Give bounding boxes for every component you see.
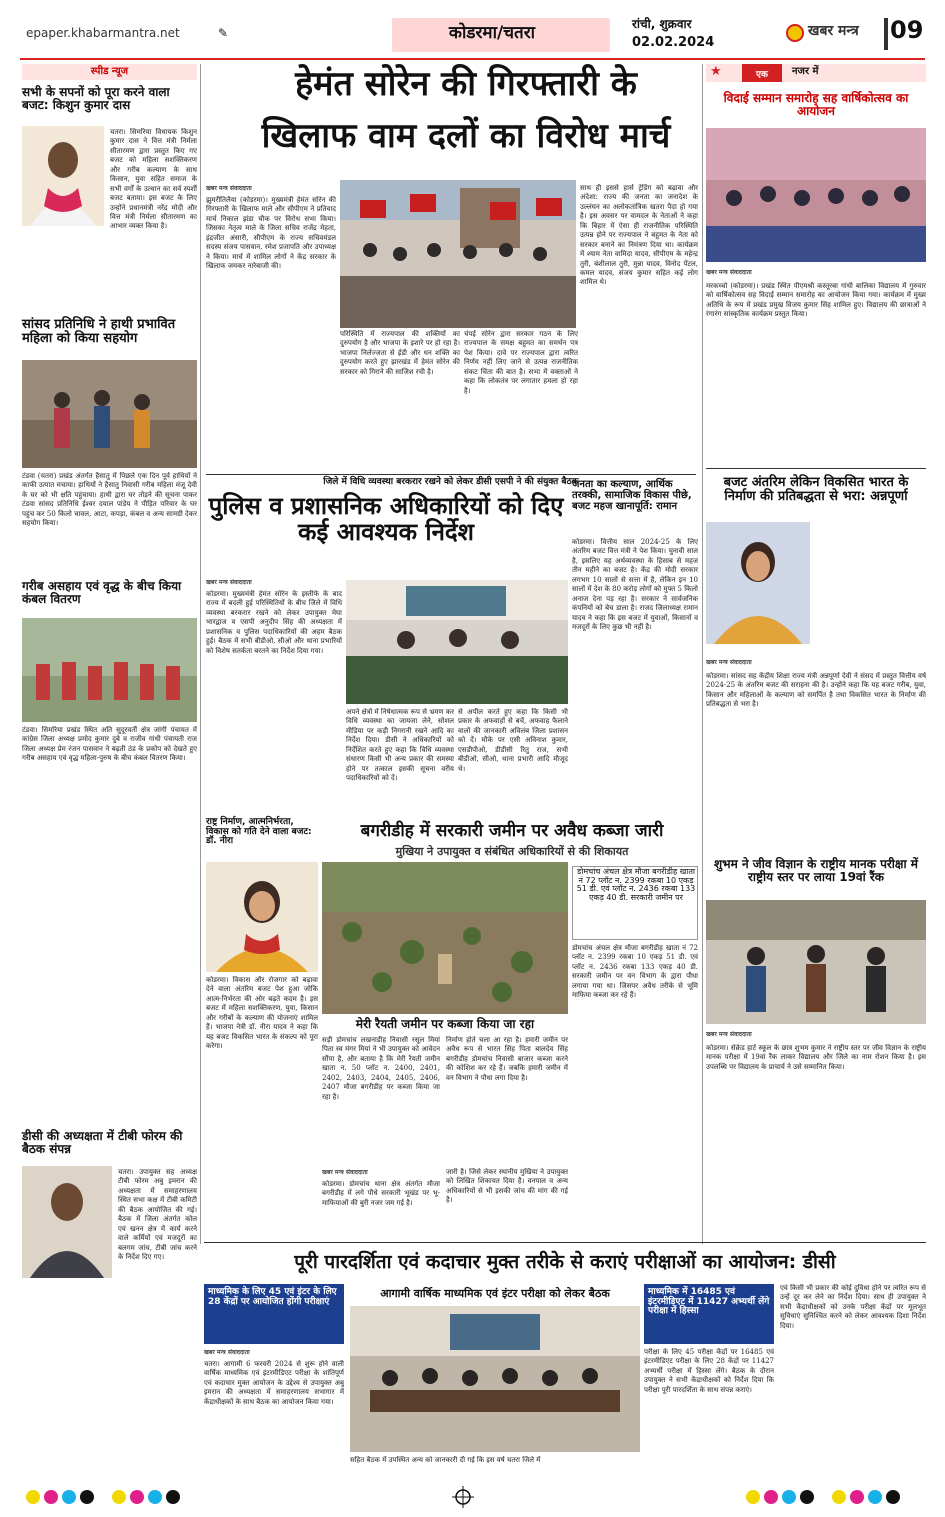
dr-neera-photo: [206, 862, 318, 972]
shubham-body: कोडरमा। सेक्रेड हार्ट स्कूल के छात्र शुभम कुमार ने राष्ट्रीय स्तर पर जीव विज्ञान के राष्ट्रीय मानक परीक्षा में 19वां रैंक लाकर विद्यालय और जिले का नाम रोशन किया है। इस उपलब्धि पर विद्यालय के प्राचार्य ने उसे सम्मानित किया।: [706, 1044, 926, 1071]
land-plantation-photo: [322, 862, 568, 1014]
mp-help-headline: सांसद प्रतिनिधि ने हाथी प्रभावित महिला को किया सहयोग: [22, 317, 176, 347]
color-registration-right: [744, 1488, 924, 1506]
land-info-box-text: डोमचांच अंचल क्षेत्र मौजा बगरीडीह खाता नं 72 प्लॉट न. 2399 रकबा 10 एकड़ 51 डी. एवं प्लॉट न. 2436 रकबा 133 एकड़ 40 डी. सरकारी जमीन पर: [576, 867, 696, 902]
lead-headline-2: खिलाफ वाम दलों का विरोध मार्च: [261, 116, 671, 156]
land-body-2: सड़ी डोमचांच लखनाडीह निवासी रसूल मियां पिता स्व मंगर मियां ने भी उपायुक्त को आवेदन सौंपा है, और बताया है कि मेरी रैयती जमीन खाता न. 50 प्लॉट न. 2400, 2401, 2402, 2403, 2404, 2405, 2406, 2407 मौजा बगरीडीह पर कब्जा किया जा रहा है।: [322, 1036, 440, 1101]
section-title: कोडरमा/चतरा: [448, 23, 536, 43]
exam-box-1-text: माध्यमिक के लिए 45 एवं इंटर के लिए 28 केंद्रों पर आयोजित होंगी परीक्षाएं: [208, 1287, 337, 1307]
masthead: [0, 0, 945, 58]
neera-headline: राष्ट्र निर्माण, आत्मनिर्भरता, विकास को गति देने वाला बजट: डॉ. नीरा: [206, 817, 312, 847]
mp-help-body: टंडवा (चतरा) प्रखंड अंतर्गत हैसातु में पिछले एक दिन पूर्व हाथियों ने काफी उत्पात मचाया। हाथियों ने हैसातु निवासी गरीब महिला मंजू देवी के घर को भी क्षति पहुंचाया। हाथी द्वारा घर तोड़ने की सूचना पाकर टंडवा सांसद प्रतिनिधि ईश्वर दयाल पांडेय ने पीड़ित परिवार के घर पहुंच कर 50 किलो चावल, आटा, कपड़ा, कंबल व अन्य सामग्री देकर सहयोग किया।: [22, 472, 197, 528]
brand-name: खबर मन्त्र: [808, 23, 859, 39]
tb-forum-body: चतरा। उपायुक्त सह अध्यक्ष टीबी फोरम अबु इमरान की अध्यक्षता में समाहरणालय स्थित सभा कक्ष में टीबी कमिटी की बैठक आयोजित की गई। बैठक में जिला अंतर्गत कोल एवं खनन क्षेत्र में कार्य करने वाले कर्मियों एवं मजदूरों का बलगम जांच, टीबी जांच करने के निर्देश दिए गए।: [118, 1168, 197, 1261]
site-url[interactable]: epaper.khabarmantra.net: [26, 26, 180, 40]
left-column: [22, 64, 197, 1464]
ek-label: एक: [756, 70, 768, 80]
police-headline: पुलिस व प्रशासनिक अधिकारियों को दिए कई आवश्यक निर्देश: [208, 492, 564, 546]
annapurna-devi-photo: [706, 522, 810, 644]
nazar-label: नजर में: [792, 66, 819, 77]
exam-box-2-text: माध्यमिक में 16485 एवं इंटरमीडिएट में 11427 अभ्यर्थी लेंगे परीक्षा में हिस्सा: [648, 1287, 770, 1317]
annapurna-byline: खबर मन्त्र संवाददाता: [706, 659, 752, 666]
police-meeting-photo: [346, 580, 568, 704]
shubham-headline: शुभम ने जीव विज्ञान के राष्ट्रीय मानक परीक्षा में राष्ट्रीय स्तर पर लाया 19वां रैंक: [714, 857, 918, 884]
annapurna-body: कोडरमा। सांसद सह केंद्रीय शिक्षा राज्य मंत्री अन्नपूर्णा देवी ने संसद में प्रस्तुत वित्तीय वर्ष 2024-25 के अंतरिम बजट की सराहना की है। उन्होंने कहा कि यह बजट गरीब, युवा, किसान और महिलाओं के कल्याण को समर्पित है तथा विकसित भारत के निर्माण की प्रतिबद्धता से भरा है।: [706, 672, 926, 709]
cursor-icon: ✎: [218, 26, 229, 40]
land-headline: बगरीडीह में सरकारी जमीन पर अवैध कब्जा जारी: [360, 821, 664, 841]
raman-budget-headline: जनता का कल्याण, आर्थिक तरक्की, सामाजिक विकास पीछे, बजट महज खानापूर्ति: रामान: [572, 479, 692, 512]
dc-abu-imran-photo: [22, 1166, 112, 1278]
exam-subheadline: आगामी वार्षिक माध्यमिक एवं इंटर परीक्षा को लेकर बैठक: [380, 1287, 610, 1300]
land-body-3: निर्माण होते चला आ रहा है। हमारी जमीन पर अवैध रूप से भारत सिंह पिता बालदेव सिंह बगरीडीह डोमचांच निवासी बाजार कब्जा करने की कोशिश कर रहे हैं। जबकि हमारी जमीन में वन विभाग ने पौधा लगा दिया है।: [446, 1036, 568, 1082]
police-kicker: जिले में विधि व्यवस्था बरकरार रखने को लेकर डीसी एसपी ने की संयुक्त बैठक: [323, 477, 579, 487]
page-number: 09: [890, 16, 924, 44]
annapurna-rule: [706, 468, 926, 469]
star-icon: ★: [710, 64, 722, 79]
masthead-rule: [20, 58, 925, 60]
exam-body-3: एवं किसी भी प्रकार की कोई दुविधा होने पर त्वरित रूप से उन्हें दूर कर लेने का निर्देश दिया। साथ ही उपायुक्त ने सभी केंद्राधीक्षकों को उनके परीक्षा केंद्रों पर मूलभूत सुविधाएं सुनिश्चित करने को लेकर आवश्यक दिशा निर्देश दिया।: [780, 1284, 926, 1330]
blanket-body: टंडवा। सिमरिया प्रखंड स्थित अति सुदूरवर्ती क्षेत्र जांगी पंचायत में कांग्रेस जिला अध्यक्ष प्रमोद कुमार दुबे व राजीव गांधी पंचायती राज जिला अध्यक्ष प्रेम रंजन पासवान ने बढ़ती ठंड के प्रकोप को देखते हुए गरीब असहाय एवं वृद्ध महिला-पुरुष के बीच कंबल वितरण किया।: [22, 726, 197, 763]
protest-march-photo: [340, 180, 576, 328]
land-body-1: डोमचांच अंचल क्षेत्र मौजा बगरीडीह खाता नं 72 प्लॉट न. 2399 रकबा 10 एकड़ 51 डी. एवं प्लॉट न. 2436 रकबा 133 एकड़ 40 डी. सरकारी जमीन पर वन विभाग के द्वारा पौधा लगाया गया था। जिसपर अवैध तरीके से भूमि माफिया कब्जा कर रहे हैं।: [572, 944, 698, 1000]
lead-body-3: साथ ही इससे हार्स ट्रेडिंग को बढ़ावा और अंदेशा: राज्य की जनता का जनादेश के उल्लंघन का अलोकतांत्रिक खतरा पैदा हो गया है। इस अवसर पर वामदल के नेताओं ने कहा कि बिहार में ऐसा ही राजनीतिक परिस्थिति उत्पन्न होने पर राज्यपाल ने बहुमत के नेता को सरकार बनाने का निमंत्रण दिया था। कार्यक्रम में श्याम नेता वामिदा यादव, सीपीएम के महेन्द्र तुरी, बंशीलाल तुरी, मुन्ना यादव, विनोद पेंटल, कमल यादव, संजय कुमार सहित कई लोग शामिल थे।: [580, 184, 698, 287]
police-byline: खबर मन्त्र संवाददाता: [206, 579, 252, 586]
land-byline: खबर मन्त्र संवाददाता: [322, 1169, 368, 1176]
exam-meeting-photo: [350, 1306, 640, 1452]
speed-news-label: स्पीड न्यूज: [22, 64, 197, 80]
police-body-1: कोडरमा। मुख्यमंत्री हेमंत सोरेन के इस्तीफे के बाद राज्य में बदली हुई परिस्थितियों के बीच जिले में विधि व्यवस्था बरकरार रखने को लेकर उपायुक्त मेघा भारद्वाज व एसपी अनुदीप सिंह की अध्यक्षता में प्रशासनिक व पुलिस पदाधिकारियों की अहम बैठक हुई। बैठक में सभी बीडीओ, सीओ और थाना प्रभारियों को विशेष सतर्कता बरतने का निर्देश दिया गया।: [206, 590, 342, 655]
page-number-box: [884, 18, 888, 50]
lead-photo-caption: परिस्थिति में राज्यपाल की शक्तियों का दुरुपयोग है और भाजपा के इशारे पर हो रहा है। भाजपा निर्लज्जता से ईडी और धन शक्ति का दुरुपयोग करते हुए झारखंड में हेमंत सोरेन की सरकार को गिराने की साजिश रची है।: [340, 330, 460, 376]
farewell-headline: विदाई सम्मान समारोह सह वार्षिकोत्सव का आयोजन: [723, 91, 909, 118]
exam-byline: खबर मन्त्र संवाददाता: [204, 1349, 250, 1356]
farewell-event-photo: [706, 128, 926, 262]
annapurna-headline: बजट अंतरिम लेकिन विकसित भारत के निर्माण की प्रतिबद्धता से भरा: अन्नपूर्णा: [723, 475, 909, 505]
lead-body-1: झुमरीतिलैया (कोडरमा)। मुख्यमंत्री हेमंत सोरेन की गिरफ्तारी के खिलाफ माले और सीपीएम ने प्रतिवाद मार्च निकाल झंडा चौक पर विरोध सभा किया। जिसका नेतृत्व माले के जिला सचिव राजेंद्र मेहता, इंद्रजीत अंसारी, सीपीएम के राज्य सचिवमंडल सदस्य संजय पासवान, रमेश प्रजापति और उपाध्यक्ष ने किया। मार्च में शामिल लोगों ने केंद्र सरकार के खिलाफ जमकर नारेबाजी की।: [206, 196, 336, 271]
left-col-rule: [200, 64, 201, 1244]
shubham-byline: खबर मन्त्र संवाददाता: [706, 1031, 752, 1038]
footer-color-marks: [0, 1484, 945, 1514]
kishun-das-photo: [22, 126, 104, 226]
land-body-4: कोडरमा। डोमचांच थाना क्षेत्र अंतर्गत मौजा बगरीडीह में लगे पौधे सरकारी भूखंड पर भू-माफियाओं की बुरी नजर जम गई है।: [322, 1180, 440, 1207]
lead-byline: खबर मन्त्र संवाददाता: [206, 185, 252, 192]
crosshair-icon: [452, 1486, 474, 1508]
budget-das-headline: सभी के सपनों को पूरा करने वाला बजट: किशुन कुमार दास: [22, 85, 170, 112]
lead-body-2: चंपई सोरेन द्वारा सरकार गठन के लिए राज्यपाल के समक्ष बहुमत का समर्थन पत्र पेश किया। दावे पर राज्यपाल द्वारा त्वरित निर्णय नहीं लिए जाने से उत्पन्न राजनीतिक संकट चिंता की बात है। सभा में वक्ताओं ने कहा कि लोकतंत्र पर लगातार हमला हो रहा है।: [464, 330, 578, 395]
brand-logo-icon: [786, 24, 804, 42]
land-body-5: जारी है। जिसे लेकर स्थानीय मुखिया ने उपायुक्त को लिखित शिकायत दिया है। वनपाल व अन्य अधिकारियों से भी इसकी जांच की मांग की गई है।: [446, 1168, 568, 1205]
tb-forum-headline: डीसी की अध्यक्षता में टीबी फोरम की बैठक संपन्न: [22, 1129, 183, 1156]
city-day: रांची, शुक्रवार: [632, 17, 692, 31]
exam-body-1: चतरा। आगामी 6 फरवरी 2024 से शुरू होने वाली वार्षिक माध्यमिक एवं इंटरमीडिएट परीक्षा के शांतिपूर्ण एवं कदाचार मुक्त आयोजन के उद्देश्य से उपायुक्त अबु इमरान की अध्यक्षता में समाहरणालय सभागार में केंद्राधीक्षकों के साथ बैठक का आयोजन किया गया।: [204, 1360, 344, 1406]
budget-das-body: चतरा। सिमरिया विधायक किशुन कुमार दास ने वित्त मंत्री निर्मला सीतारमण द्वारा प्रस्तुत किए गए बजट को महिला सशक्तिकरण और गरीब कल्याण के साथ किसान, युवा सहित समाज के सभी वर्गों के उत्थान का सर्व स्पर्शी बजट बताया। इस बजट के लिए उन्होंने प्रधानमंत्री नरेंद्र मोदी और वित्त मंत्री निर्मला सीतारमण का आभार व्यक्त किया है।: [110, 128, 197, 231]
exam-body-2: परीक्षा के लिए 45 परीक्षा केंद्रों पर 16485 एवं इंटरमीडिएट परीक्षा के लिए 28 केंद्रों पर 11427 अभ्यर्थी परीक्षा में हिस्सा लेंगे। बैठक के दौरान उपायुक्त ने सभी केंद्राधीक्षकों को निर्देश दिया कि परीक्षा पूरी पारदर्शिता के साथ संपन्न कराएं।: [644, 1348, 774, 1394]
farewell-body: मरकच्चो (कोडरमा)। प्रखंड स्थित पीएमश्री कस्तूरबा गांधी बालिका विद्यालय में गुरुवार को वार्षिकोत्सव सह विदाई सम्मान समारोह का आयोजन किया गया। कार्यक्रम में मुख्य अतिथि के रूप में प्रखंड प्रमुख विजय कुमार सिंह शामिल हुए। विद्यालय की छात्राओं ने रंगारंग सांस्कृतिक कार्यक्रम प्रस्तुत किया।: [706, 282, 926, 319]
center-right-rule: [702, 64, 703, 1244]
blanket-help-photo: [22, 360, 197, 468]
land-subheadline: मुखिया ने उपायुक्त व संबंधित अधिकारियों से की शिकायत: [395, 845, 629, 858]
color-registration-left: [24, 1488, 204, 1506]
exam-photo-caption: सहित बैठक में उपस्थित अन्य को जानकारी दी गई कि इस वर्ष चतरा जिले में: [350, 1456, 541, 1464]
neera-body: कोडरमा। विकास और रोजगार को बढ़ावा देने वाला अंतरिम बजट पेश हुआ जोकि आत्म-निर्भरता की ओर बढ़ते कदम है। इस बजट में महिला सशक्तिकरण, युवा, किसान और गरीबों के कल्याण की योजनाएं शामिल हैं। भाजपा नेत्री डॉ. नीरा यादव ने कहा कि यह बजट विकसित भारत के संकल्प को पूरा करेगा।: [206, 976, 318, 1051]
lead-headline-1: हेमंत सोरेन की गिरफ्तारी के: [295, 64, 637, 104]
police-kicker-rule: [206, 474, 696, 475]
exam-top-rule: [204, 1242, 926, 1243]
police-body-3: से अपील करते हुए कहा कि किसी भी प्रकार के अफवाहों से बचें, अफवाह फैलाने वालों की जानकारी अविलंब जिला प्रशासन को दें। मौके पर एसी अविनाश कुमार, एसडीपीओ, डीडीसी रितु राज, सभी बीडीओ, सीओ, थाना प्रभारी आदि मौजूद थे।: [458, 708, 568, 773]
police-body-2: अपने क्षेत्रों में निषेधात्मक रूप से भ्रमण कर विधि व्यवस्था का जायजा लेने, सोशल मीडिया पर कड़ी निगरानी रखने आदि का निर्देश दिया। डीसी ने अधिकारियों को निर्देशित करते हुए कहा कि विधि व्यवस्था संधारण किसी भी अन्य प्रकार की समस्या होने पर तत्काल इसकी सूचना वरीय पदाधिकारियों को दें।: [346, 708, 454, 783]
blanket-headline: गरीब असहाय एवं वृद्ध के बीच किया कंबल वितरण: [22, 579, 182, 606]
shubham-award-photo: [706, 900, 926, 1024]
land-photo-caption: मेरी रैयती जमीन पर कब्जा किया जा रहा: [355, 1017, 535, 1031]
farewell-byline: खबर मन्त्र संवाददाता: [706, 269, 752, 276]
blanket-distribution-photo: [22, 618, 197, 722]
date: 02.02.2024: [632, 35, 715, 50]
raman-budget-body: कोडरमा। वित्तीय साल 2024-25 के लिए अंतरिम बजट वित्त मंत्री ने पेश किया। चुनावी साल है, इसलिए यह अर्थव्यवस्था के हिसाब से महज तीन महीने का बजट है। केंद्र की मोदी सरकार लगभग 10 सालों से सत्ता में है, लेकिन इन 10 सालों में देश के 80 करोड़ लोगों को मुफ्त 5 किलो अनाज देना पड़ रहा है। सरकार ने सार्वजनिक कंपनियों को बेच डाला है। राजद जिलाध्यक्ष रामान यादव ने कहा कि इस बजट में युवाओं, किसानों व मजदूरों के लिए कुछ भी नहीं है।: [572, 538, 698, 631]
exam-headline: पूरी पारदर्शिता एवं कदाचार मुक्त तरीके से कराएं परीक्षाओं का आयोजन: डीसी: [294, 1251, 836, 1273]
